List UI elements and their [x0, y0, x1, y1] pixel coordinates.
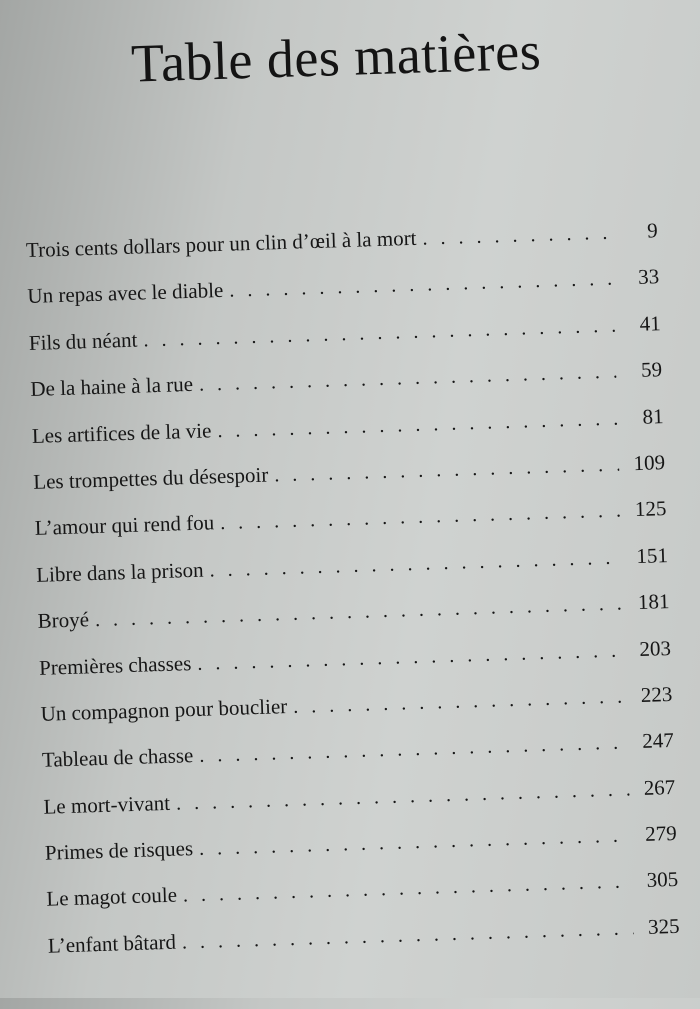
- toc-entry-title: Trois cents dollars pour un clin d’œil à la mort: [25, 225, 417, 263]
- toc-entry-page: 203: [638, 635, 672, 661]
- page-title: Table des matières: [130, 20, 542, 94]
- toc-entry-page: 151: [636, 542, 669, 568]
- toc-entry-title: L’amour qui rend fou: [34, 510, 215, 541]
- toc-entry-page: 325: [647, 913, 680, 939]
- toc-entry-title: Le magot coule: [46, 883, 178, 912]
- toc-entry-title: Les artifices de la vie: [31, 417, 212, 448]
- toc-entry-page: 33: [637, 264, 660, 290]
- toc-entry-page: 305: [646, 867, 679, 893]
- toc-entry-title: Fils du néant: [28, 327, 138, 355]
- toc-entry-title: Le mort-vivant: [43, 790, 171, 819]
- toc-entry-title: L’enfant bâtard: [47, 929, 177, 958]
- toc-entry-page: 9: [646, 218, 659, 243]
- toc-entry-title: Primes de risques: [44, 836, 194, 865]
- toc-entry-title: Premières chasses: [38, 650, 192, 680]
- toc-entry-page: 181: [637, 589, 670, 615]
- toc-entry-page: 41: [639, 310, 661, 336]
- toc-entry-title: Les trompettes du désespoir: [32, 462, 269, 494]
- dot-leader: [422, 222, 612, 251]
- toc-entry-title: Un compagnon pour bouclier: [40, 693, 288, 726]
- toc-entry-title: Libre dans la prison: [35, 557, 204, 587]
- toc-entry-page: 125: [634, 496, 667, 522]
- toc-entry-page: 59: [640, 357, 663, 382]
- toc-entry-title: Tableau de chasse: [41, 743, 194, 773]
- toc-entry-page: 81: [642, 403, 664, 429]
- toc-entry-page: 223: [640, 681, 673, 707]
- toc-entry-title: Broyé: [37, 607, 90, 633]
- toc-entry-page: 279: [644, 820, 678, 846]
- toc-entry-page: 247: [641, 728, 675, 754]
- toc-entry-title: De la haine à la rue: [30, 372, 194, 402]
- toc-entry-title: Un repas avec le diable: [27, 278, 224, 309]
- table-of-contents: [26, 218, 681, 980]
- toc-entry-page: 109: [633, 450, 666, 476]
- toc-entry-page: 267: [643, 774, 676, 800]
